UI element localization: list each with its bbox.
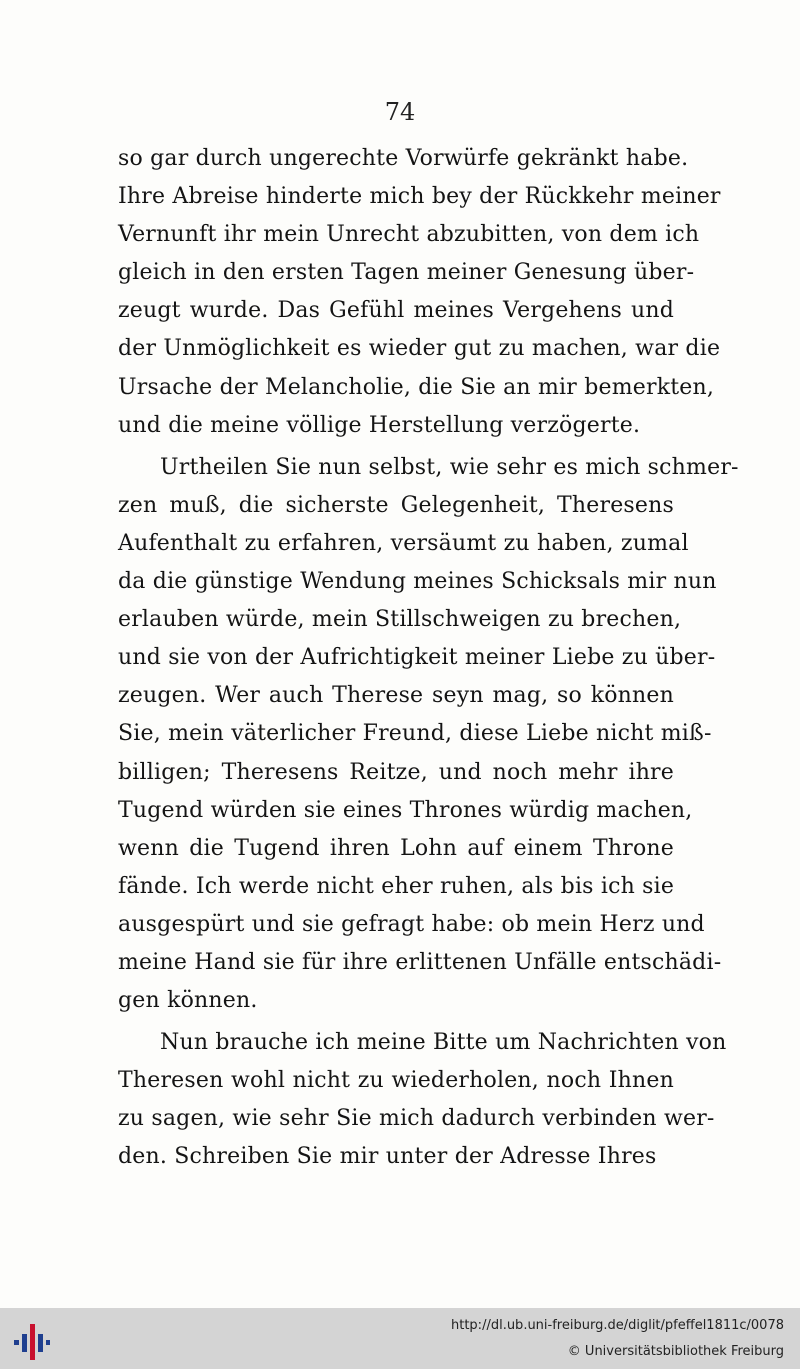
text-line: Theresen wohl nicht zu wiederholen, noch Ihnen bbox=[118, 1068, 674, 1094]
permalink-url[interactable]: http://dl.ub.uni-freiburg.de/diglit/pfeffel1811c/0078 bbox=[451, 1318, 784, 1333]
text-line: so gar durch ungerechte Vorwürfe gekränkt habe. bbox=[118, 146, 689, 171]
text-line: zeugt wurde. Das Gefühl meines Vergehens und bbox=[118, 298, 674, 324]
text-line: zu sagen, wie sehr Sie mich dadurch verbinden wer- bbox=[118, 1106, 715, 1132]
text-line: und sie von der Aufrichtigkeit meiner Liebe zu über- bbox=[118, 645, 716, 671]
text-line: Sie, mein väterlicher Freund, diese Liebe nicht miß- bbox=[118, 721, 712, 747]
text-line: da die günstige Wendung meines Schicksals mir nun bbox=[118, 569, 717, 595]
text-line: Aufenthalt zu erfahren, versäumt zu haben, zumal bbox=[118, 530, 689, 556]
text-line: Tugend würden sie eines Thrones würdig machen, bbox=[118, 797, 693, 823]
text-line: meine Hand sie für ihre erlittenen Unfälle entschädi- bbox=[118, 949, 722, 975]
text-line: der Unmöglichkeit es wieder gut zu machen, war die bbox=[118, 336, 721, 362]
text-line: fände. Ich werde nicht eher ruhen, als bis ich sie bbox=[118, 873, 675, 899]
text-line: zen muß, die sicherste Gelegenheit, Theresens bbox=[118, 492, 674, 518]
text-line: Ihre Abreise hinderte mich bey der Rückkehr meiner bbox=[118, 184, 721, 210]
text-line: ausgespürt und sie gefragt habe: ob mein Herz und bbox=[118, 911, 705, 937]
text-line: Vernunft ihr mein Unrecht abzubitten, von dem ich bbox=[118, 222, 700, 248]
text-line: billigen; Theresens Reitze, und noch mehr ihre bbox=[118, 759, 674, 785]
ub-freiburg-logo-icon[interactable] bbox=[14, 1322, 50, 1362]
text-line: den. Schreiben Sie mir unter der Adresse Ihres bbox=[118, 1144, 657, 1170]
viewer-footer-bar bbox=[0, 1308, 800, 1369]
page-number: 74 bbox=[384, 98, 416, 126]
copyright-notice: © Universitätsbibliothek Freiburg bbox=[567, 1344, 784, 1359]
text-line: erlauben würde, mein Stillschweigen zu brechen, bbox=[118, 607, 682, 633]
text-line: Urtheilen Sie nun selbst, wie sehr es mich schmer- bbox=[160, 454, 739, 480]
text-line: gen können. bbox=[118, 988, 258, 1014]
text-line: Nun brauche ich meine Bitte um Nachrichten von bbox=[160, 1030, 727, 1056]
text-line: wenn die Tugend ihren Lohn auf einem Throne bbox=[118, 835, 674, 861]
text-line: und die meine völlige Herstellung verzögerte. bbox=[118, 412, 641, 438]
page-text bbox=[118, 140, 739, 1177]
text-line: gleich in den ersten Tagen meiner Genesung über- bbox=[118, 260, 695, 286]
text-line: Ursache der Melancholie, die Sie an mir bemerkten, bbox=[118, 374, 715, 400]
text-line: zeugen. Wer auch Therese seyn mag, so können bbox=[118, 683, 674, 709]
